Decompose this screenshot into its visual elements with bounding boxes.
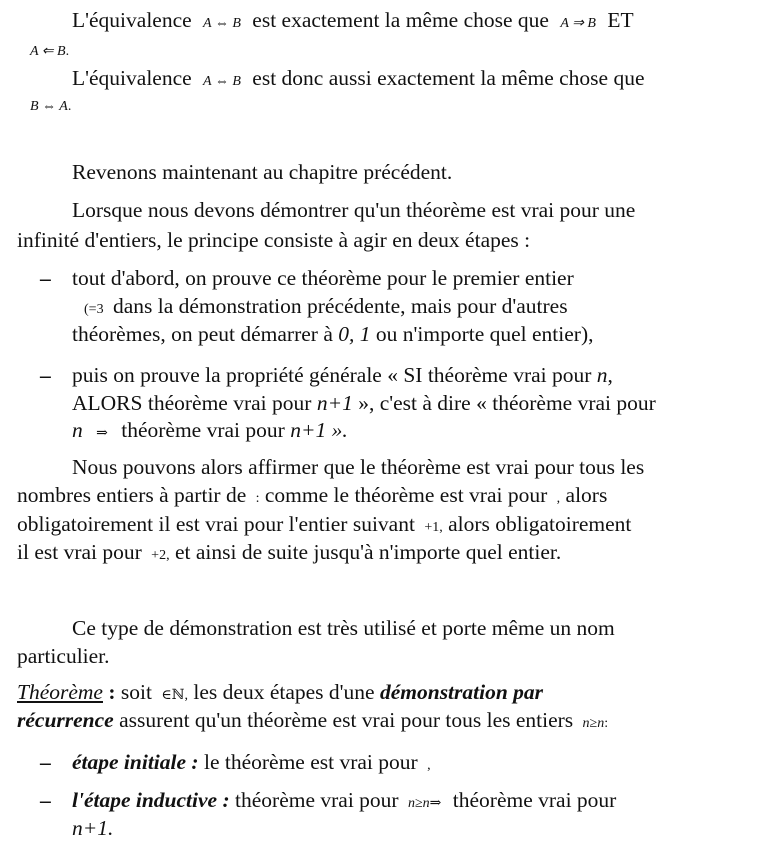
bullet-inductive-step	[72, 786, 616, 818]
step-label: l'étape inductive :	[72, 788, 230, 812]
equivalence-paragraph-1-cont	[30, 34, 69, 66]
text: assurent qu'un théorème est vrai pour tous les entiers	[119, 708, 574, 732]
equivalence-paragraph-2-cont	[30, 89, 71, 121]
text: ».	[331, 418, 348, 442]
math-n0: ,	[556, 491, 561, 506]
text: infinité d'entiers, le principe consiste à agir en deux étapes :	[17, 228, 531, 252]
math-n-geq-n0: n≥n:	[582, 716, 609, 731]
text: ET	[607, 8, 634, 32]
text: Revenons maintenant au chapitre précédent.	[72, 160, 453, 184]
text: soit	[120, 680, 152, 704]
math-converse-implication: A ⇐ B	[30, 44, 66, 59]
text: il est vrai pour	[17, 540, 142, 564]
lorsque-paragraph-line1	[72, 196, 635, 224]
math-n0-in-N: ∈ℕ,	[161, 688, 189, 703]
italic-n: n	[596, 363, 608, 387]
bold-term: démonstration par	[379, 680, 544, 704]
ce-type-line1	[72, 614, 615, 642]
bullet-inductive-step-cont	[72, 814, 113, 842]
bullet-dash: –	[40, 788, 51, 812]
text: tout d'abord, on prouve ce théorème pour le premier entier	[72, 266, 574, 290]
text: Lorsque nous devons démontrer qu'un théorème est vrai pour une	[72, 198, 636, 222]
text: puis on prouve la propriété générale « SI théorème vrai pour	[72, 363, 592, 387]
text: L'équivalence	[72, 66, 192, 90]
text: .	[108, 816, 114, 840]
nous-pouvons-line4	[17, 538, 561, 570]
text: nombres entiers à partir de	[17, 483, 247, 507]
bullet-2-line2	[72, 389, 656, 417]
math-n0-plus-2: +2,	[151, 548, 170, 563]
text: ALORS théorème vrai pour	[72, 391, 312, 415]
bullet-dash: –	[40, 363, 51, 387]
bullet-dash: –	[40, 266, 51, 290]
text: comme le théorème est vrai pour	[264, 483, 548, 507]
bold-term: récurrence	[17, 708, 114, 732]
text: théorème vrai pour	[452, 788, 617, 812]
text: le théorème est vrai pour	[203, 750, 418, 774]
math-equivalence: A ⇔ B	[203, 16, 241, 31]
text: est exactement la même chose que	[252, 8, 549, 32]
text: alors obligatoirement	[448, 512, 632, 536]
italic-numbers: 0, 1	[338, 322, 371, 346]
nous-pouvons-line1	[72, 453, 644, 481]
math-n0: ,	[427, 758, 431, 773]
text: particulier.	[17, 644, 110, 668]
italic-n-plus-1: n+1	[290, 418, 327, 442]
math-n0: :	[255, 491, 260, 506]
text: théorème vrai pour	[235, 788, 399, 812]
paren: (	[84, 302, 89, 317]
math-n0-plus-1: +1,	[424, 520, 443, 535]
math-implication: A ⇒ B	[560, 16, 596, 31]
text: ou n'importe quel entier),	[375, 322, 594, 346]
math-equivalence-reversed: B ⇔ A	[30, 99, 68, 114]
theorem-line2	[17, 706, 608, 738]
italic-n-plus-1: n+1	[316, 391, 353, 415]
text: .	[67, 99, 72, 114]
nous-pouvons-line2	[17, 481, 607, 513]
italic-n-plus-1: n+1	[72, 816, 109, 840]
text: théorèmes, on peut démarrer à	[72, 322, 333, 346]
math-equivalence: A ⇔ B	[203, 74, 241, 89]
text: Ce type de démonstration est très utilisé et porte même un nom	[72, 616, 615, 640]
bullet-initial-step	[72, 748, 431, 780]
bullet-1-line3	[72, 320, 594, 348]
text: dans la démonstration précédente, mais pour d'autres	[112, 294, 568, 318]
text: », c'est à dire « théorème vrai pour	[358, 391, 656, 415]
text: Nous pouvons alors affirmer que le théorème est vrai pour tous les	[72, 455, 645, 479]
text: alors	[565, 483, 608, 507]
implies-icon: ⇒	[96, 426, 108, 441]
lorsque-paragraph-line2	[17, 226, 530, 254]
text: est donc aussi exactement la même chose que	[252, 66, 645, 90]
ce-type-line2	[17, 642, 110, 670]
equivalence-paragraph-1	[72, 6, 634, 38]
revenons-paragraph	[72, 158, 452, 186]
text: L'équivalence	[72, 8, 192, 32]
text: théorème vrai pour	[121, 418, 285, 442]
equivalence-paragraph-2	[72, 64, 645, 96]
bullet-dash: –	[40, 750, 51, 774]
text: les deux étapes d'une	[193, 680, 375, 704]
colon: :	[102, 680, 116, 704]
step-label: étape initiale :	[72, 750, 199, 774]
italic-n: n	[72, 418, 83, 442]
theorem-label: Théorème	[17, 680, 103, 704]
bullet-2-line3	[72, 416, 348, 448]
text: .	[65, 44, 70, 59]
math-eq-3: =3	[88, 302, 104, 317]
math-n-geq-n0-implies: n≥n⇒	[407, 796, 442, 811]
text: ,	[607, 363, 613, 387]
text: et ainsi de suite jusqu'à n'importe quel entier.	[174, 540, 562, 564]
bullet-2-line1	[72, 361, 613, 389]
text: obligatoirement il est vrai pour l'entier suivant	[17, 512, 415, 536]
